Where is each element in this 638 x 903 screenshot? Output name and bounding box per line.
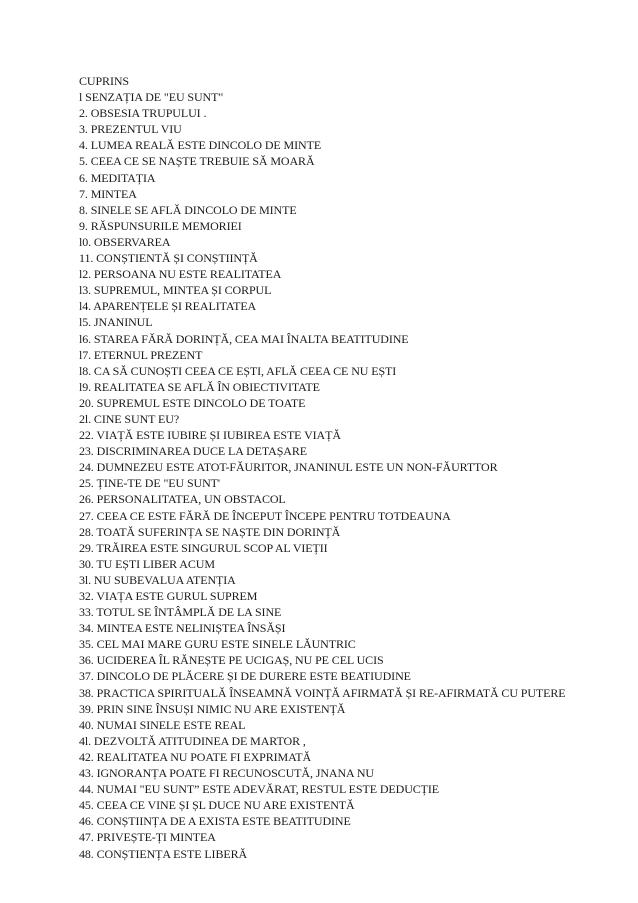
- toc-entry: l0. OBSERVAREA: [79, 234, 171, 249]
- toc-entry: 36. UCIDEREA ÎL RĂNEȘTE PE UCIGAȘ, NU PE CEL UCIS: [79, 653, 384, 668]
- toc-entry: 44. NUMAI "EU SUNT” ESTE ADEVĂRAT, RESTUL ESTE DEDUCȚIE: [79, 782, 440, 797]
- toc-entry: 23. DISCRIMINAREA DUCE LA DETAȘARE: [79, 444, 307, 459]
- toc-entry: 35. CEL MAI MARE GURU ESTE SINELE LĂUNTRIC: [79, 637, 356, 652]
- toc-entry: 33. TOTUL SE ÎNTÂMPLĂ DE LA SINE: [79, 605, 282, 620]
- toc-entry: 40. NUMAI SINELE ESTE REAL: [79, 717, 246, 732]
- toc-entry: 45. CEEA CE VINE ȘI ȘL DUCE NU ARE EXISTENTĂ: [79, 798, 355, 813]
- toc-entry: l3. SUPREMUL, MINTEA ȘI CORPUL: [79, 283, 272, 298]
- toc-entry: 32. VIAȚA ESTE GURUL SUPREM: [79, 589, 258, 603]
- toc-entry: 28. TOATĂ SUFERINȚA SE NAȘTE DIN DORINȚĂ: [79, 524, 341, 539]
- toc-entry: l8. CA SĂ CUNOȘTI CEEA CE EȘTI, AFLĂ CEEA CE NU EȘTI: [79, 363, 397, 378]
- toc-entry: 27. CEEA CE ESTE FĂRĂ DE ÎNCEPUT ÎNCEPE PENTRU TOTDEAUNA: [79, 508, 451, 523]
- toc-entry: 42. REALITATEA NU POATE FI EXPRIMATĂ: [79, 749, 312, 764]
- toc-entry: l9. REALITATEA SE AFLĂ ÎN OBIECTIVITATE: [79, 379, 320, 394]
- toc-entry: 29. TRĂIREA ESTE SINGURUL SCOP AL VIEȚII: [79, 540, 328, 555]
- toc-entry: 48. CONȘTIENȚA ESTE LIBERĂ: [79, 846, 248, 861]
- toc-entry: 43. IGNORANȚA POATE FI RECUNOSCUTĂ, JNANA NU: [79, 766, 374, 781]
- toc-entry: 6. MEDITAȚIA: [79, 170, 156, 185]
- toc-entry: 38. PRACTICA SPIRITUALĂ ÎNSEAMNĂ VOINȚĂ AFIRMATĂ ȘI RE-AFIRMATĂ CU PUTERE: [79, 685, 566, 700]
- page-title: CUPRINS: [79, 74, 129, 88]
- toc-entry: 22. VIAȚĂ ESTE IUBIRE ȘI IUBIREA ESTE VIAȚĂ: [79, 428, 341, 443]
- toc-entry: 8. SINELE SE AFLĂ DINCOLO DE MINTE: [79, 202, 297, 217]
- toc-entry: 9. RĂSPUNSURILE MEMORIEI: [79, 218, 242, 233]
- toc-entry: 25. ȚINE-TE DE "EU SUNT': [79, 476, 220, 491]
- toc-entry: 5. CEEA CE SE NAȘTE TREBUIE SĂ MOARĂ: [79, 154, 315, 169]
- toc-entry: 39. PRIN SINE ÎNSUȘI NIMIC NU ARE EXISTENȚĂ: [79, 701, 346, 716]
- toc-entry: 47. PRIVEȘTE-ȚI MINTEA: [79, 830, 216, 845]
- toc-entry: l6. STAREA FĂRĂ DORINȚĂ, CEA MAI ÎNALTA BEATITUDINE: [79, 331, 409, 346]
- document-page: [79, 73, 619, 862]
- toc-entry: 11. CONȘTIENTĂ ȘI CONȘTIINȚĂ: [79, 251, 258, 266]
- toc-entry: 37. DINCOLO DE PLĂCERE ȘI DE DURERE ESTE BEATIUDINE: [79, 669, 411, 684]
- toc-entry: 4. LUMEA REALĂ ESTE DINCOLO DE MINTE: [79, 138, 322, 153]
- toc-entry: 20. SUPREMUL ESTE DINCOLO DE TOATE: [79, 395, 306, 410]
- toc-entry: l4. APARENȚELE ȘI REALITATEA: [79, 299, 257, 314]
- toc-entry: 7. MINTEA: [79, 186, 137, 201]
- toc-entry: l2. PERSOANA NU ESTE REALITATEA: [79, 267, 282, 282]
- toc-entry: 24. DUMNEZEU ESTE ATOT-FĂURITOR, JNANINUL ESTE UN NON-FĂURTTOR: [79, 460, 498, 475]
- toc-entry: 34. MINTEA ESTE NELINIȘTEA ÎNSĂȘI: [79, 621, 286, 636]
- toc-entry: 26. PERSONALITATEA, UN OBSTACOL: [79, 492, 286, 507]
- toc-entry: 46. CONȘTIINȚA DE A EXISTA ESTE BEATITUDINE: [79, 814, 351, 829]
- toc-entry: l5. JNANINUL: [79, 315, 153, 330]
- toc-entry: l7. ETERNUL PREZENT: [79, 347, 203, 362]
- toc-entry: l SENZAȚIA DE "EU SUNT": [79, 90, 224, 105]
- table-of-contents: [79, 89, 619, 862]
- toc-entry: 4l. DEZVOLTĂ ATITUDINEA DE MARTOR ,: [79, 733, 306, 748]
- toc-entry: 2l. CINE SUNT EU?: [79, 411, 180, 426]
- toc-entry: 30. TU EȘTI LIBER ACUM: [79, 556, 215, 571]
- toc-entry: 2. OBSESIA TRUPULUI .: [79, 106, 207, 121]
- toc-entry: 3. PREZENTUL VIU: [79, 122, 182, 137]
- toc-entry: 3l. NU SUBEVALUA ATENȚIA: [79, 572, 236, 587]
